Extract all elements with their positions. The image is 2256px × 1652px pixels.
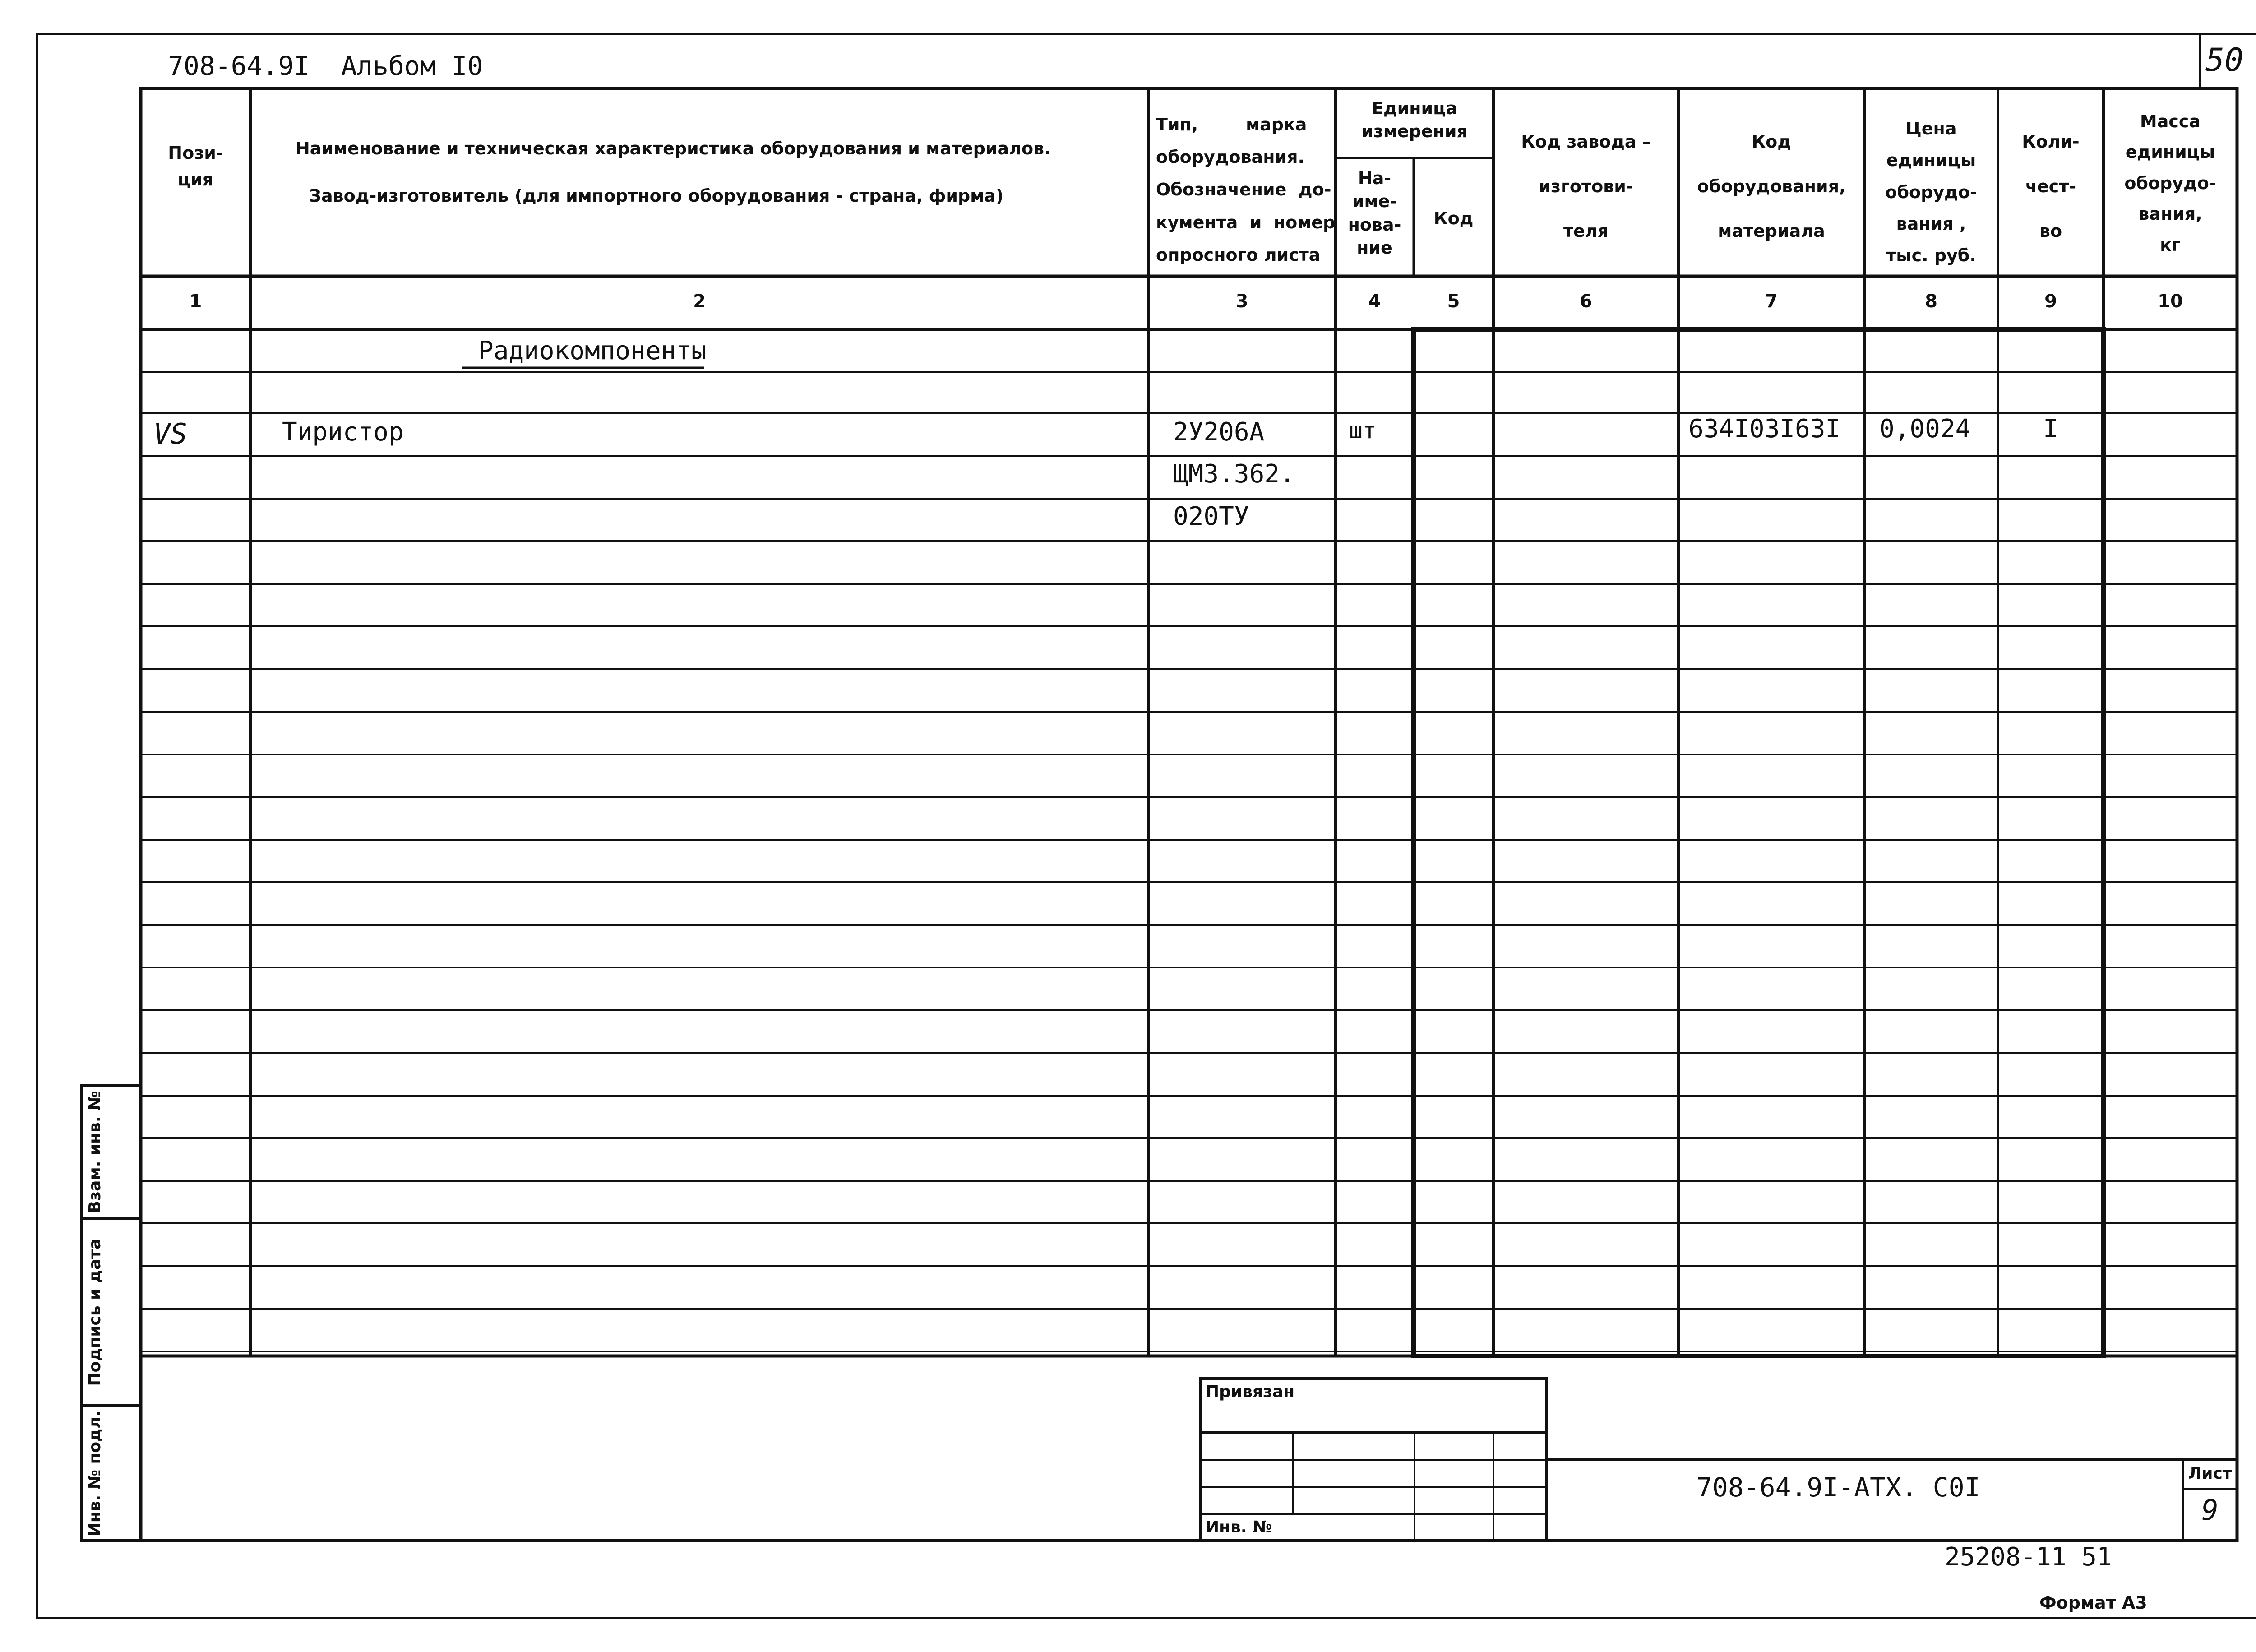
item-unit-price: 0,0024 [1879, 414, 1971, 444]
column-number-9: 9 [2044, 291, 2057, 312]
column-number-5: 5 [1447, 291, 1460, 312]
item-equipment-code: 634I03I63I [1688, 414, 1841, 444]
header-unit-code: Код [1433, 208, 1474, 228]
archive-number: 25208-11 51 [1945, 1542, 2112, 1572]
inv-no-label: Инв. № [1206, 1518, 1272, 1536]
sheet-number: 9 [2201, 1494, 2219, 1527]
item-type-line3: 020ТУ [1173, 502, 1249, 531]
privyazan-label: Привязан [1206, 1383, 1295, 1401]
header-equipment-code: Код оборудования, материала [1697, 132, 1846, 241]
document-designation: 708-64.9I-АТХ. С0I [1697, 1472, 1980, 1503]
album-label: Альбом I0 [341, 51, 483, 81]
side-label-inv-podl: Инв. № подл. [86, 1410, 104, 1536]
sheet-label: Лист [2188, 1464, 2232, 1483]
header-position: Пози- ция [168, 143, 223, 190]
column-number-1: 1 [189, 291, 202, 312]
side-label-podpis-data: Подпись и дата [86, 1238, 104, 1386]
header-name-line2: Завод-изготовитель (для импортного оборудования - страна, фирма) [309, 186, 1004, 206]
document-reference [168, 51, 483, 81]
item-unit-name: шт [1349, 417, 1377, 444]
item-type-line1: 2У206А [1173, 417, 1265, 447]
header-name-line1: Наименование и техническая характеристика оборудования и материалов. [296, 139, 1051, 158]
item-quantity: I [2043, 414, 2058, 444]
header-maker-code: Код завода – изготови- теля [1521, 132, 1651, 241]
side-label-vzam-inv: Взам. инв. № [86, 1091, 104, 1213]
page-number: 50 [2205, 42, 2244, 79]
header-quantity: Коли- чест- во [2022, 132, 2080, 241]
header-price: Цена единицы оборудо- вания , тыс. руб. [1885, 119, 1977, 266]
item-name: Тиристор [282, 417, 404, 447]
item-type-line2: ЩМЗ.362. [1173, 459, 1295, 489]
column-number-4: 4 [1368, 291, 1381, 312]
header-mass: Масса единицы оборудо- вания, кг [2124, 111, 2216, 255]
format-label: Формат А3 [2039, 1593, 2147, 1613]
header-unit-group: Единица измерения [1361, 98, 1468, 142]
column-number-10: 10 [2158, 291, 2183, 312]
column-number-8: 8 [1925, 291, 1937, 312]
header-type: Тип, марка оборудования. Обозначение до- кумента и номер опросного листа [1156, 115, 1336, 265]
doc-ref: 708-64.9I [168, 51, 310, 81]
section-title: Радиокомпоненты [478, 336, 707, 366]
column-number-6: 6 [1580, 291, 1592, 312]
column-number-7: 7 [1765, 291, 1778, 312]
column-number-2: 2 [693, 291, 706, 312]
column-number-3: 3 [1235, 291, 1248, 312]
header-unit-name: На- име- нова- ние [1348, 168, 1401, 258]
item-position: VS [153, 417, 187, 450]
